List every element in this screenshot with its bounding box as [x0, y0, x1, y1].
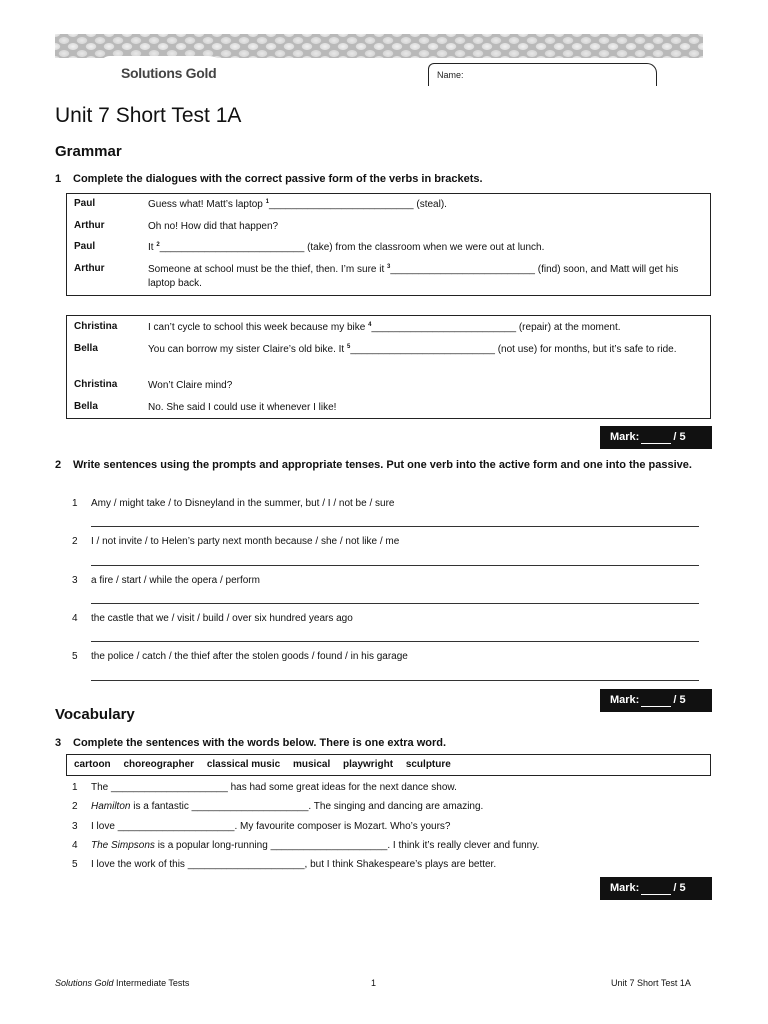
dialogue-line: It $^2$__________________________ (take) from the classroom when we were out at lunch.	[148, 242, 545, 253]
speaker: Christina	[74, 379, 118, 390]
mark-box-3: Mark: / 5	[600, 877, 712, 900]
footer-left: Solutions Gold Intermediate Tests	[55, 978, 190, 988]
answer-blank-5[interactable]: __________________________	[350, 344, 495, 355]
question-2-instruction	[55, 458, 705, 472]
mark-blank[interactable]	[641, 881, 671, 895]
sentence-item: 5 I love the work of this _____________________, but I think Shakespeare’s plays are better.	[72, 859, 497, 870]
answer-blank[interactable]: _____________________	[111, 782, 228, 793]
name-label: Name:	[437, 70, 464, 80]
prompt-item: 4 the castle that we / visit / build / over six hundred years ago	[72, 613, 353, 624]
mark-blank[interactable]	[641, 430, 671, 444]
answer-blank-2[interactable]: __________________________	[159, 242, 305, 253]
dialogue-line: Guess what! Matt’s laptop $^1$__________________________ (steal).	[148, 199, 447, 210]
answer-blank[interactable]: _____________________	[191, 801, 309, 812]
speaker: Christina	[74, 321, 118, 332]
sentence-item: 3 I love _____________________. My favourite composer is Mozart. Who’s yours?	[72, 821, 451, 832]
question-number: 3	[55, 737, 62, 749]
dialogue-box-1	[66, 193, 711, 296]
brand-logo: Solutions Gold	[121, 65, 217, 81]
prompt-item: 1 Amy / might take / to Disneyland in the summer, but / I / not be / sure	[72, 498, 395, 509]
question-number: 1	[55, 173, 62, 185]
dialogue-box-2	[66, 315, 711, 419]
speaker: Arthur	[74, 220, 105, 231]
speaker: Paul	[74, 241, 96, 252]
answer-blank[interactable]: _____________________	[270, 840, 388, 851]
mark-box-2: Mark: / 5	[600, 689, 712, 712]
word-bank	[66, 754, 711, 776]
question-number: 2	[55, 459, 62, 471]
dialogue-line: You can borrow my sister Claire’s old bike. It $^5$__________________________ (not use) for months, but it’s safe to ride.	[148, 344, 677, 355]
word-bank-item: musical	[292, 759, 331, 770]
sentence-item: 2 Hamilton is a fantastic _____________________. The singing and dancing are amazing.	[72, 801, 484, 812]
word-bank-item: playwright	[343, 759, 394, 770]
answer-line[interactable]	[91, 680, 699, 681]
grammar-heading: Grammar	[55, 143, 122, 160]
dialogue-line: No. She said I could use it whenever I like!	[148, 402, 337, 413]
word-bank-item: sculpture	[405, 759, 451, 770]
answer-blank[interactable]: _____________________	[117, 821, 235, 832]
speaker: Bella	[74, 401, 98, 412]
footer-right: Unit 7 Short Test 1A	[611, 978, 691, 988]
answer-line[interactable]	[91, 641, 699, 642]
prompt-item: 5 the police / catch / the thief after the stolen goods / found / in his garage	[72, 651, 408, 662]
speaker: Bella	[74, 343, 98, 354]
dialogue-line: Won’t Claire mind?	[148, 380, 233, 391]
question-text: Complete the dialogues with the correct passive form of the verbs in brackets.	[73, 173, 483, 185]
page-title: Unit 7 Short Test 1A	[55, 104, 242, 127]
question-text: Complete the sentences with the words below. There is one extra word.	[73, 737, 447, 749]
answer-line[interactable]	[91, 526, 699, 527]
word-bank-item: classical music	[206, 759, 281, 770]
answer-line[interactable]	[91, 565, 699, 566]
word-bank-item: choreographer	[123, 759, 195, 770]
answer-blank[interactable]: _____________________	[187, 859, 305, 870]
vocabulary-heading: Vocabulary	[55, 706, 135, 723]
mark-blank[interactable]	[641, 693, 671, 707]
mark-box-1: Mark: / 5	[600, 426, 712, 449]
answer-blank-4[interactable]: __________________________	[371, 322, 517, 333]
speaker: Arthur	[74, 263, 105, 274]
question-3-instruction	[55, 736, 705, 750]
answer-blank-1[interactable]: __________________________	[269, 199, 414, 210]
prompt-item: 2 I / not invite / to Helen’s party next month because / she / not like / me	[72, 536, 400, 547]
question-1-instruction	[55, 172, 705, 186]
question-text: Write sentences using the prompts and appropriate tenses. Put one verb into the active form and one into the passive.	[73, 459, 692, 471]
word-bank-item: cartoon	[74, 759, 111, 770]
sentence-item: 1 The _____________________ has had some great ideas for the next dance show.	[72, 782, 457, 793]
footer-page-number: 1	[371, 978, 377, 988]
name-field[interactable]	[428, 63, 657, 86]
answer-blank-3[interactable]: __________________________	[390, 264, 535, 275]
dialogue-line: Oh no! How did that happen?	[148, 221, 279, 232]
answer-line[interactable]	[91, 603, 699, 604]
dialogue-line: Someone at school must be the thief, then. I’m sure it $^3$__________________________ (find) soon, and Matt will get his laptop back.	[148, 264, 679, 289]
speaker: Paul	[74, 198, 96, 209]
dialogue-line: I can’t cycle to school this week because my bike $^4$__________________________ (repair) at the moment.	[148, 322, 621, 333]
sentence-item: 4 The Simpsons is a popular long-running _____________________. I think it’s really clever and funny.	[72, 840, 540, 851]
prompt-item: 3 a fire / start / while the opera / perform	[72, 575, 260, 586]
